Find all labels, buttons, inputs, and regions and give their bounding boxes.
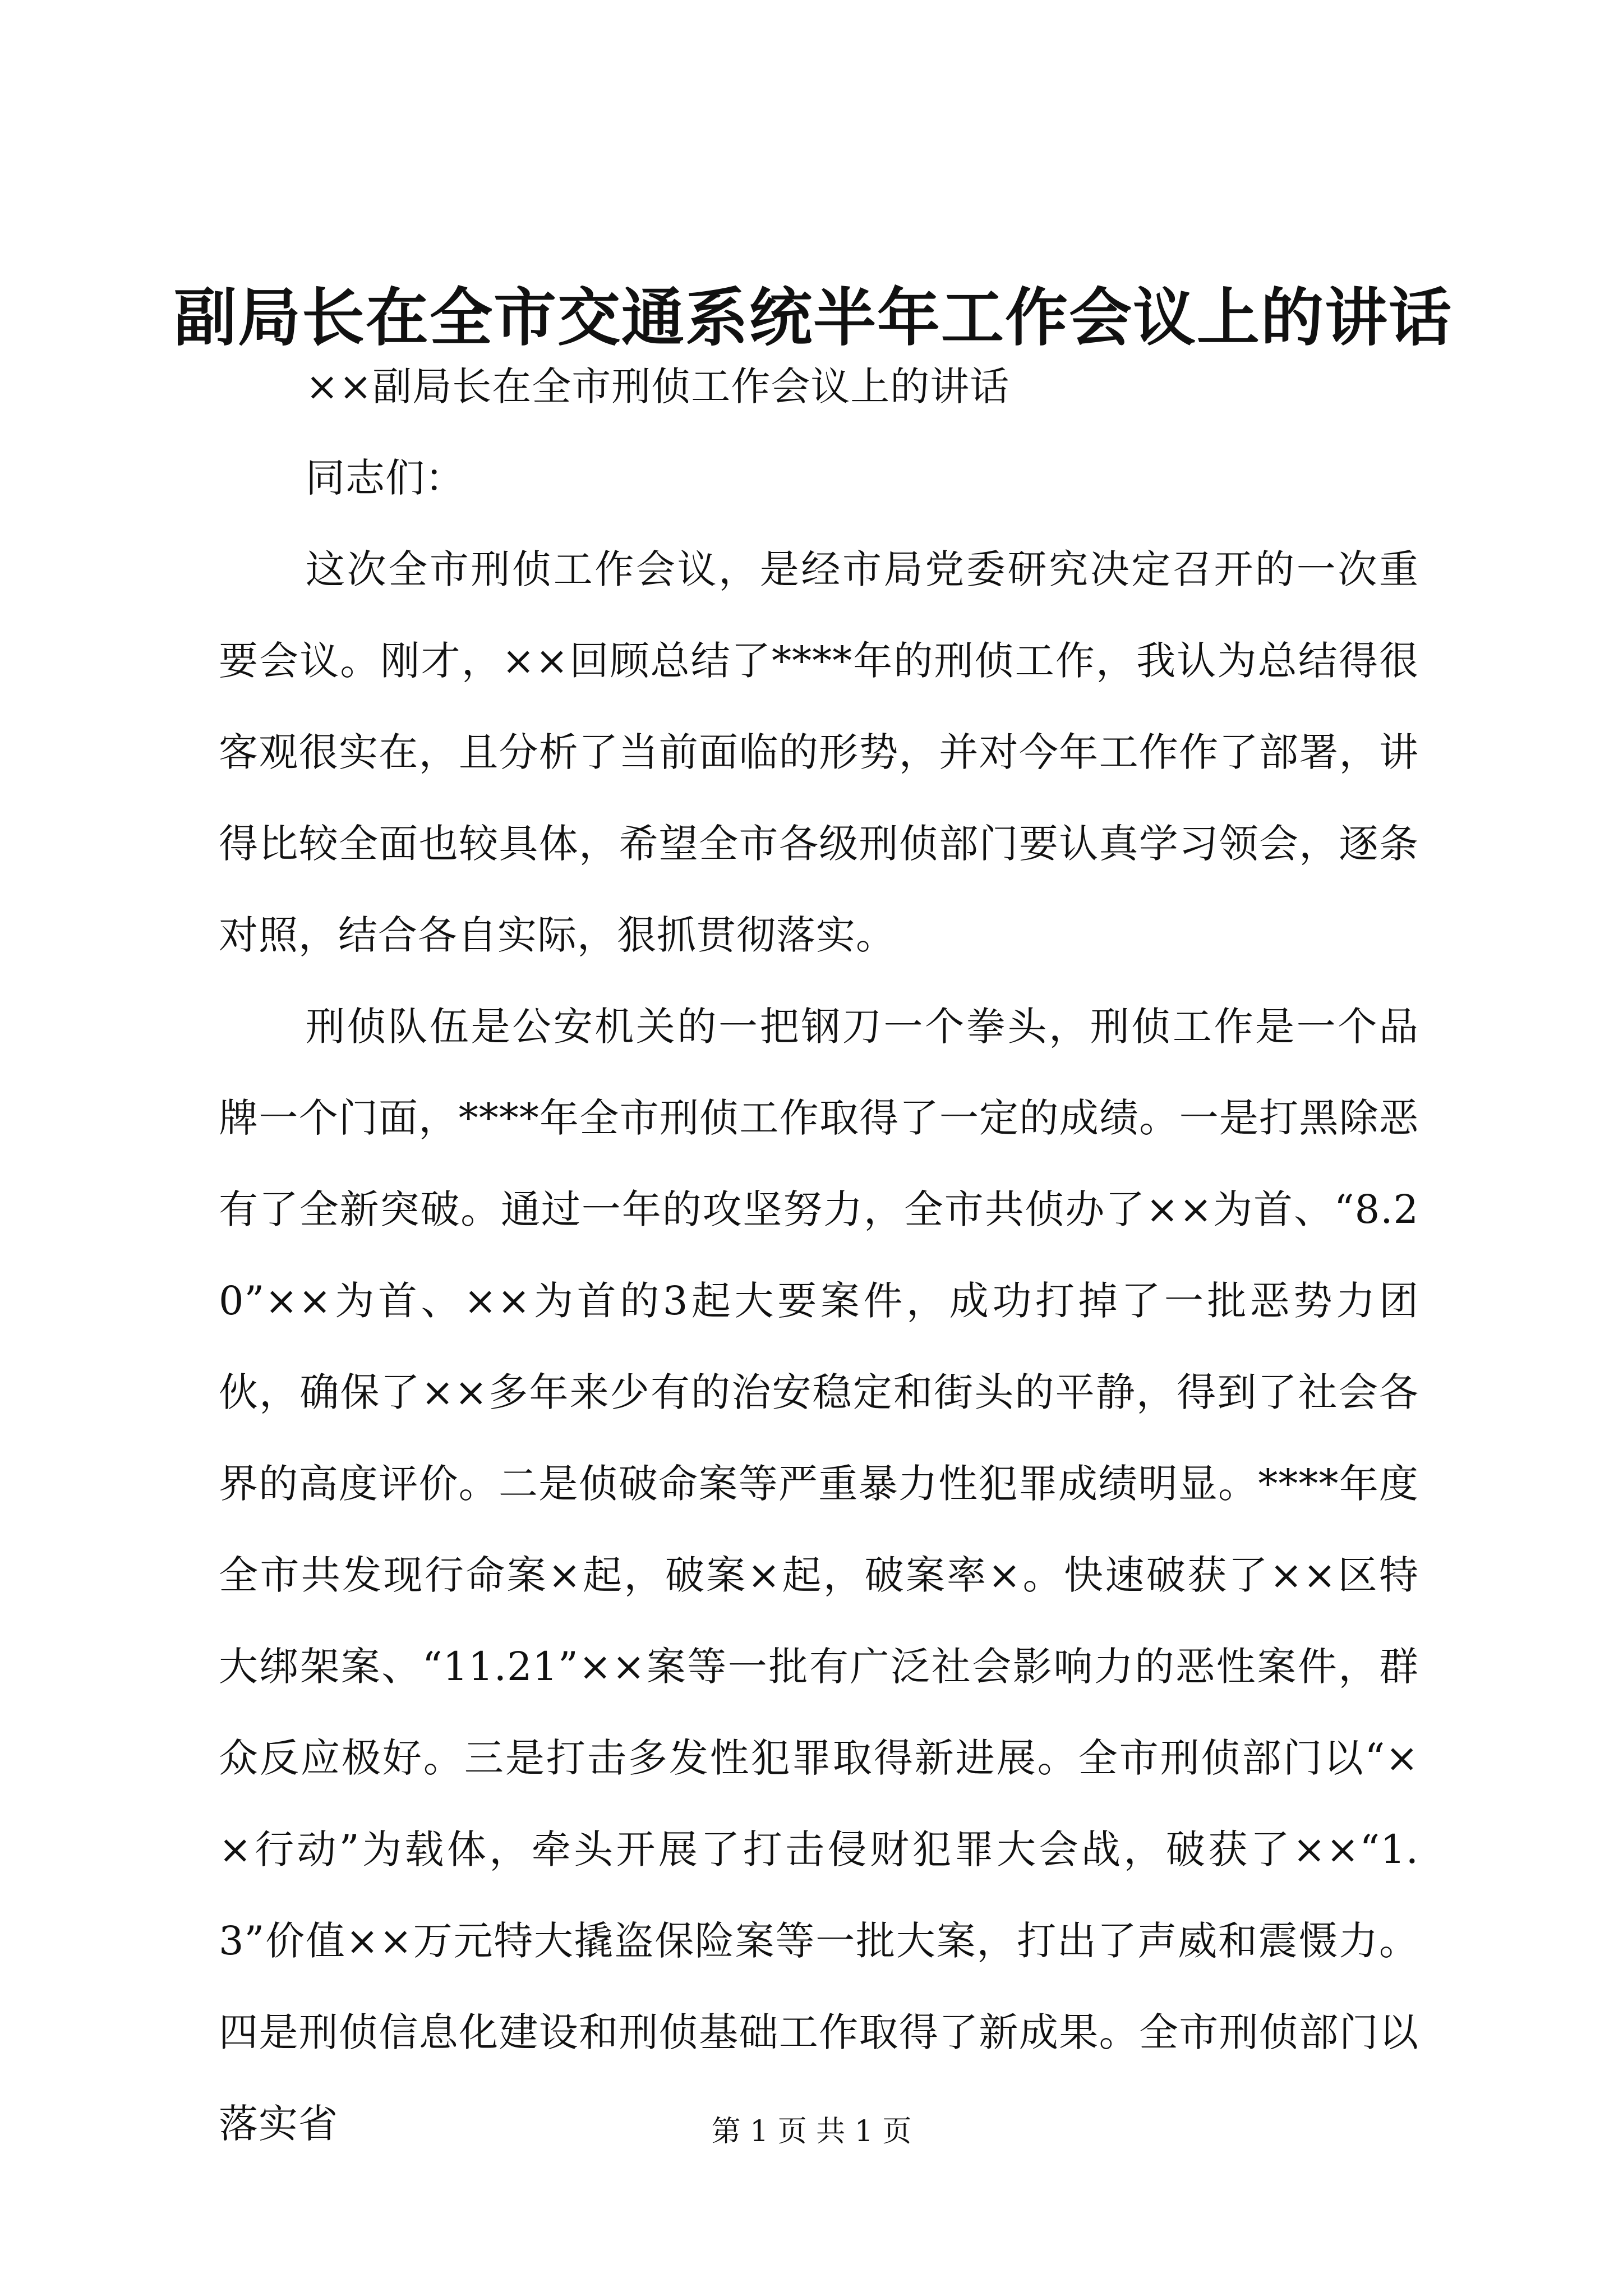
page-number-footer: 第 1 页 共 1 页	[711, 2115, 912, 2148]
document-title: 副局长在全市交通系统半年工作会议上的讲话	[174, 281, 1453, 355]
salutation-paragraph: 同志们：	[306, 455, 465, 501]
body-paragraph: 这次全市刑侦工作会议，是经市局党委研究决定召开的一次重要会议。刚才，××回顾总结了****年的刑侦工作，我认为总结得很客观很实在，且分析了当前面临的形势，并对今年工作作了部署，讲得比较全面也较具体，希望全市各级刑侦部门要认真学习领会，逐条对照，结合各自实际，狠抓贯彻落实。	[219, 546, 1419, 958]
document-body	[219, 341, 1419, 2170]
body-paragraph: 刑侦队伍是公安机关的一把钢刀一个拳头，刑侦工作是一个品牌一个门面，****年全市刑侦工作取得了一定的成绩。一是打黑除恶有了全新突破。通过一年的攻坚努力，全市共侦办了××为首、“8.20”××为首、××为首的3起大要案件，成功打掉了一批恶势力团伙，确保了××多年来少有的治安稳定和街头的平静，得到了社会各界的高度评价。二是侦破命案等严重暴力性犯罪成绩明显。****年度全市共发现行命案×起，破案×起，破案率×。快速破获了××区特大绑架案、“11.21”××案等一批有广泛社会影响力的恶性案件，群众反应极好。三是打击多发性犯罪取得新进展。全市刑侦部门以“××行动”为载体，牵头开展了打击侵财犯罪大会战，破获了××“1.3”价值××万元特大撬盗保险案等一批大案，打出了声威和震慑力。四是刑侦信息化建设和刑侦基础工作取得了新成果。全市刑侦部门以落实省	[219, 1004, 1419, 2147]
subtitle-paragraph: ××副局长在全市刑侦工作会议上的讲话	[306, 364, 1010, 409]
